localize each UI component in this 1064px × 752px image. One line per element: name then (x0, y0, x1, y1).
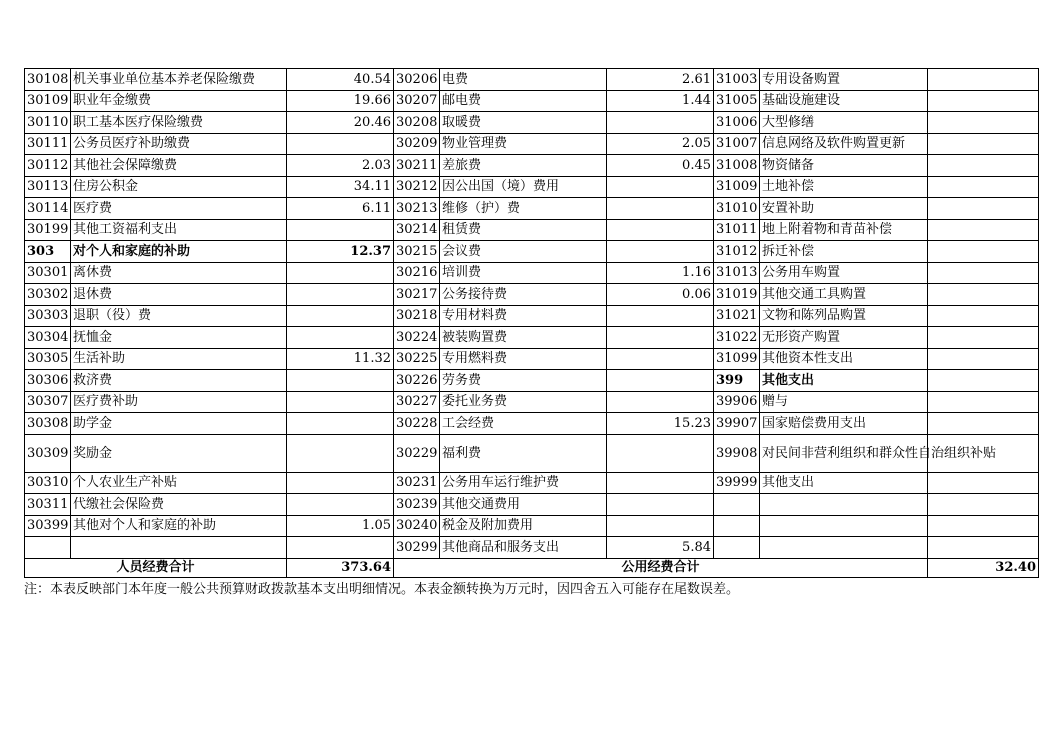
table-row (25, 494, 1039, 516)
code-cell: 31022 (714, 327, 760, 349)
amount-cell: 34.11 (287, 176, 394, 198)
code-cell: 30231 (394, 472, 440, 494)
name-cell: 对个人和家庭的补助 (71, 241, 287, 263)
code-cell: 39907 (714, 413, 760, 435)
name-cell: 委托业务费 (440, 391, 607, 413)
table-row (25, 219, 1039, 241)
amount-cell: 11.32 (287, 348, 394, 370)
amount-cell (928, 305, 1039, 327)
name-cell: 税金及附加费用 (440, 515, 607, 537)
amount-cell (928, 219, 1039, 241)
code-cell (25, 537, 71, 559)
name-cell: 对民间非营利组织和群众性自治组织补贴 (760, 434, 928, 472)
amount-cell (928, 262, 1039, 284)
code-cell: 30109 (25, 90, 71, 112)
code-cell: 31005 (714, 90, 760, 112)
amount-cell (287, 327, 394, 349)
amount-cell: 1.05 (287, 515, 394, 537)
name-cell: 培训费 (440, 262, 607, 284)
amount-cell (928, 413, 1039, 435)
name-cell: 代缴社会保险费 (71, 494, 287, 516)
name-cell: 其他交通费用 (440, 494, 607, 516)
name-cell: 其他工资福利支出 (71, 219, 287, 241)
amount-cell (607, 219, 714, 241)
code-cell: 31003 (714, 69, 760, 91)
code-cell: 30207 (394, 90, 440, 112)
code-cell: 30299 (394, 537, 440, 559)
name-cell (760, 494, 928, 516)
name-cell: 其他交通工具购置 (760, 284, 928, 306)
amount-cell (607, 434, 714, 472)
public-total-label: 公用经费合计 (394, 558, 928, 577)
amount-cell: 0.06 (607, 284, 714, 306)
amount-cell (928, 327, 1039, 349)
totals-row (25, 558, 1039, 577)
amount-cell (607, 241, 714, 263)
name-cell: 公务接待费 (440, 284, 607, 306)
table-row (25, 155, 1039, 177)
name-cell: 其他支出 (760, 472, 928, 494)
name-cell: 个人农业生产补贴 (71, 472, 287, 494)
name-cell: 被装购置费 (440, 327, 607, 349)
table-row (25, 176, 1039, 198)
code-cell: 30206 (394, 69, 440, 91)
amount-cell (928, 176, 1039, 198)
amount-cell (287, 391, 394, 413)
code-cell: 30229 (394, 434, 440, 472)
name-cell: 物资储备 (760, 155, 928, 177)
code-cell: 31008 (714, 155, 760, 177)
personnel-total-label: 人员经费合计 (25, 558, 287, 577)
name-cell: 取暖费 (440, 112, 607, 134)
code-cell: 30306 (25, 370, 71, 392)
code-cell: 30217 (394, 284, 440, 306)
name-cell: 住房公积金 (71, 176, 287, 198)
code-cell: 30239 (394, 494, 440, 516)
amount-cell (928, 537, 1039, 559)
code-cell: 30228 (394, 413, 440, 435)
name-cell (71, 537, 287, 559)
code-cell: 30199 (25, 219, 71, 241)
name-cell: 文物和陈列品购置 (760, 305, 928, 327)
name-cell: 生活补助 (71, 348, 287, 370)
amount-cell: 1.16 (607, 262, 714, 284)
name-cell: 信息网络及软件购置更新 (760, 133, 928, 155)
amount-cell (607, 494, 714, 516)
code-cell: 31006 (714, 112, 760, 134)
name-cell: 退休费 (71, 284, 287, 306)
amount-cell: 1.44 (607, 90, 714, 112)
code-cell: 30108 (25, 69, 71, 91)
amount-cell (928, 494, 1039, 516)
name-cell: 无形资产购置 (760, 327, 928, 349)
amount-cell (607, 327, 714, 349)
name-cell: 福利费 (440, 434, 607, 472)
name-cell: 租赁费 (440, 219, 607, 241)
name-cell: 救济费 (71, 370, 287, 392)
name-cell: 专用燃料费 (440, 348, 607, 370)
amount-cell (287, 370, 394, 392)
amount-cell (287, 434, 394, 472)
amount-cell (607, 515, 714, 537)
code-cell: 31013 (714, 262, 760, 284)
table-row (25, 90, 1039, 112)
amount-cell (928, 472, 1039, 494)
name-cell (760, 537, 928, 559)
name-cell: 离休费 (71, 262, 287, 284)
name-cell: 会议费 (440, 241, 607, 263)
amount-cell (607, 348, 714, 370)
name-cell: 维修（护）费 (440, 198, 607, 220)
amount-cell (607, 198, 714, 220)
table-row (25, 262, 1039, 284)
code-cell: 39906 (714, 391, 760, 413)
code-cell: 30211 (394, 155, 440, 177)
code-cell: 30212 (394, 176, 440, 198)
code-cell: 30112 (25, 155, 71, 177)
amount-cell (287, 284, 394, 306)
table-row (25, 472, 1039, 494)
name-cell: 基础设施建设 (760, 90, 928, 112)
amount-cell (287, 494, 394, 516)
amount-cell (287, 305, 394, 327)
amount-cell: 5.84 (607, 537, 714, 559)
name-cell: 劳务费 (440, 370, 607, 392)
amount-cell (928, 515, 1039, 537)
code-cell (714, 515, 760, 537)
amount-cell: 0.45 (607, 155, 714, 177)
code-cell: 30311 (25, 494, 71, 516)
code-cell: 31012 (714, 241, 760, 263)
code-cell: 30216 (394, 262, 440, 284)
code-cell: 30225 (394, 348, 440, 370)
code-cell: 399 (714, 370, 760, 392)
code-cell: 31019 (714, 284, 760, 306)
name-cell: 医疗费 (71, 198, 287, 220)
table-row (25, 537, 1039, 559)
code-cell: 30215 (394, 241, 440, 263)
code-cell: 30114 (25, 198, 71, 220)
amount-cell: 12.37 (287, 241, 394, 263)
name-cell: 其他资本性支出 (760, 348, 928, 370)
code-cell: 30309 (25, 434, 71, 472)
table-row (25, 133, 1039, 155)
name-cell: 医疗费补助 (71, 391, 287, 413)
amount-cell: 2.05 (607, 133, 714, 155)
name-cell: 安置补助 (760, 198, 928, 220)
amount-cell (928, 90, 1039, 112)
table-row (25, 241, 1039, 263)
amount-cell (928, 284, 1039, 306)
name-cell: 其他支出 (760, 370, 928, 392)
code-cell: 39908 (714, 434, 760, 472)
name-cell: 赠与 (760, 391, 928, 413)
name-cell: 专用材料费 (440, 305, 607, 327)
code-cell: 30302 (25, 284, 71, 306)
amount-cell (287, 537, 394, 559)
amount-cell (928, 241, 1039, 263)
amount-cell (287, 133, 394, 155)
public-total-value: 32.40 (928, 558, 1039, 577)
amount-cell (928, 112, 1039, 134)
code-cell (714, 494, 760, 516)
table-row (25, 370, 1039, 392)
name-cell: 抚恤金 (71, 327, 287, 349)
amount-cell (928, 370, 1039, 392)
code-cell: 30113 (25, 176, 71, 198)
code-cell: 30110 (25, 112, 71, 134)
name-cell: 物业管理费 (440, 133, 607, 155)
name-cell: 国家赔偿费用支出 (760, 413, 928, 435)
name-cell: 退职（役）费 (71, 305, 287, 327)
name-cell: 电费 (440, 69, 607, 91)
name-cell: 专用设备购置 (760, 69, 928, 91)
name-cell: 工会经费 (440, 413, 607, 435)
amount-cell (287, 472, 394, 494)
name-cell: 机关事业单位基本养老保险缴费 (71, 69, 287, 91)
amount-cell: 19.66 (287, 90, 394, 112)
amount-cell: 15.23 (607, 413, 714, 435)
code-cell: 30226 (394, 370, 440, 392)
name-cell: 公务用车购置 (760, 262, 928, 284)
code-cell: 30305 (25, 348, 71, 370)
amount-cell (928, 155, 1039, 177)
footnote: 注：本表反映部门本年度一般公共预算财政拨款基本支出明细情况。本表金额转换为万元时，因四舍五入可能存在尾数误差。 (24, 582, 740, 597)
personnel-total-value: 373.64 (287, 558, 394, 577)
code-cell: 31010 (714, 198, 760, 220)
amount-cell (928, 348, 1039, 370)
code-cell: 30208 (394, 112, 440, 134)
table-row (25, 434, 1039, 472)
code-cell: 30227 (394, 391, 440, 413)
amount-cell (928, 198, 1039, 220)
name-cell: 职工基本医疗保险缴费 (71, 112, 287, 134)
amount-cell (607, 112, 714, 134)
code-cell: 30304 (25, 327, 71, 349)
name-cell: 土地补偿 (760, 176, 928, 198)
table-row (25, 348, 1039, 370)
amount-cell (928, 69, 1039, 91)
amount-cell (287, 219, 394, 241)
code-cell: 31007 (714, 133, 760, 155)
name-cell: 拆迁补偿 (760, 241, 928, 263)
name-cell: 差旅费 (440, 155, 607, 177)
code-cell: 30301 (25, 262, 71, 284)
code-cell: 30218 (394, 305, 440, 327)
name-cell: 奖励金 (71, 434, 287, 472)
amount-cell: 6.11 (287, 198, 394, 220)
amount-cell: 20.46 (287, 112, 394, 134)
name-cell: 其他商品和服务支出 (440, 537, 607, 559)
table-row (25, 327, 1039, 349)
table-body (25, 69, 1039, 559)
code-cell: 30111 (25, 133, 71, 155)
amount-cell (287, 262, 394, 284)
code-cell: 30308 (25, 413, 71, 435)
name-cell: 地上附着物和青苗补偿 (760, 219, 928, 241)
code-cell: 30307 (25, 391, 71, 413)
name-cell: 其他对个人和家庭的补助 (71, 515, 287, 537)
code-cell: 30213 (394, 198, 440, 220)
amount-cell: 2.03 (287, 155, 394, 177)
name-cell: 因公出国（境）费用 (440, 176, 607, 198)
code-cell: 303 (25, 241, 71, 263)
table-row (25, 198, 1039, 220)
code-cell: 31009 (714, 176, 760, 198)
name-cell (760, 515, 928, 537)
table-row (25, 112, 1039, 134)
table-row (25, 391, 1039, 413)
name-cell: 公务用车运行维护费 (440, 472, 607, 494)
amount-cell (928, 391, 1039, 413)
amount-cell (607, 472, 714, 494)
name-cell: 其他社会保障缴费 (71, 155, 287, 177)
name-cell: 公务员医疗补助缴费 (71, 133, 287, 155)
amount-cell: 2.61 (607, 69, 714, 91)
code-cell: 30209 (394, 133, 440, 155)
code-cell: 30399 (25, 515, 71, 537)
amount-cell (287, 413, 394, 435)
code-cell: 30240 (394, 515, 440, 537)
name-cell: 邮电费 (440, 90, 607, 112)
code-cell: 39999 (714, 472, 760, 494)
name-cell: 大型修缮 (760, 112, 928, 134)
budget-detail-table (24, 68, 1039, 578)
amount-cell (928, 133, 1039, 155)
table-row (25, 413, 1039, 435)
amount-cell (607, 391, 714, 413)
amount-cell: 40.54 (287, 69, 394, 91)
code-cell: 30303 (25, 305, 71, 327)
code-cell: 31011 (714, 219, 760, 241)
code-cell: 31021 (714, 305, 760, 327)
code-cell: 30224 (394, 327, 440, 349)
table-row (25, 305, 1039, 327)
amount-cell (607, 176, 714, 198)
name-cell: 职业年金缴费 (71, 90, 287, 112)
code-cell (714, 537, 760, 559)
table-row (25, 69, 1039, 91)
code-cell: 30214 (394, 219, 440, 241)
amount-cell (607, 370, 714, 392)
table-row (25, 284, 1039, 306)
amount-cell (607, 305, 714, 327)
code-cell: 31099 (714, 348, 760, 370)
name-cell: 助学金 (71, 413, 287, 435)
code-cell: 30310 (25, 472, 71, 494)
table-row (25, 515, 1039, 537)
